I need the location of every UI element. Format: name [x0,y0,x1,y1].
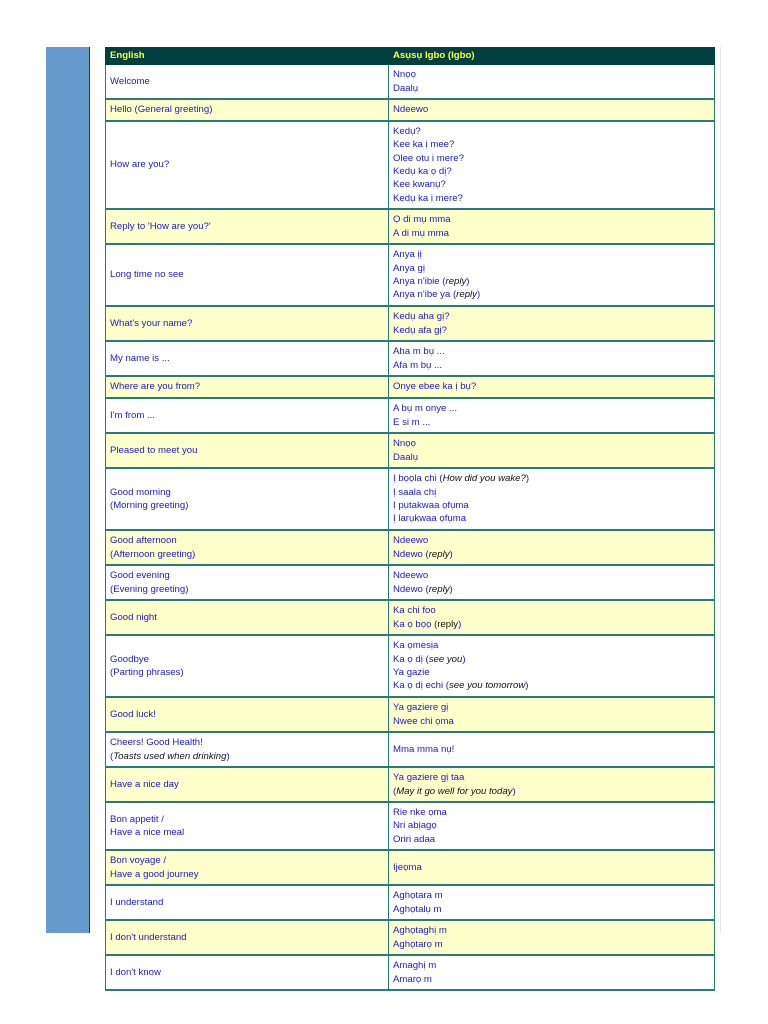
igbo-phrase-line: Ya gaziere gị taa [393,772,465,784]
english-phrase-line: My name is ... [110,352,170,364]
igbo-phrase-line: Anya ịị [393,249,422,261]
table-row [106,530,715,565]
english-phrase-cell [106,920,389,955]
english-phrase-line: Reply to 'How are you?' [110,220,211,232]
igbo-phrase-cell [389,341,715,376]
table-row [106,468,715,530]
phrase-table [105,47,715,991]
table-row [106,955,715,990]
igbo-phrase-line: Amaghị m [393,960,437,972]
igbo-phrase-line: Nnọọ [393,438,416,450]
english-phrase-cell [106,121,389,209]
igbo-phrase-line: Ka ọ bọọ (reply) [393,618,462,630]
english-phrase-line: Pleased to meet you [110,444,198,456]
igbo-phrase-cell [389,600,715,635]
igbo-phrase-line: Kedụ afa gị? [393,324,447,336]
igbo-phrase-line: Aha m bụ ... [393,346,445,358]
english-phrase-line: Good evening [110,570,170,582]
english-phrase-cell [106,565,389,600]
table-row [106,920,715,955]
igbo-phrase-line: Ka ọ dị (see you) [393,653,466,665]
english-phrase-line: How are you? [110,159,170,171]
english-phrase-line: Have a good journey [110,868,199,880]
igbo-phrase-cell [389,732,715,767]
table-row [106,802,715,850]
igbo-phrase-line: Ị saala chị [393,486,437,498]
english-phrase-line: Good night [110,611,157,623]
igbo-phrase-line: Ka ọmesịa [393,640,439,652]
english-phrase-cell [106,955,389,990]
igbo-phrase-line: Ndewo (reply) [393,583,453,595]
igbo-phrase-cell [389,376,715,398]
table-row [106,697,715,732]
igbo-phrase-cell [389,635,715,697]
english-phrase-line: Bon appetit / [110,813,164,825]
table-row [106,341,715,376]
table-row [106,767,715,802]
igbo-phrase-line: Ka ọ dị echi (see you tomorrow) [393,680,529,692]
igbo-phrase-line: Ka chi foo [393,605,436,617]
english-phrase-line: Cheers! Good Health! [110,737,203,749]
table-row [106,306,715,341]
phrase-table-body [106,65,715,991]
igbo-phrase-line: Kedụ ka ọ dị? [393,166,452,177]
english-phrase-cell [106,433,389,468]
table-row [106,635,715,697]
english-phrase-cell [106,398,389,433]
page-right-border [720,47,721,933]
igbo-phrase-cell [389,850,715,885]
english-phrase-line: Hello (General greeting) [110,104,213,116]
igbo-phrase-cell [389,565,715,600]
igbo-phrase-line: Kedụ aha gị? [393,311,450,323]
table-row [106,732,715,767]
igbo-phrase-cell [389,468,715,530]
table-row [106,850,715,885]
igbo-phrase-line: Kee ka ị mee? [393,139,455,151]
english-phrase-cell [106,209,389,244]
igbo-phrase-line: Ndeewo [393,535,429,547]
igbo-phrase-line: E si m ... [393,416,431,428]
igbo-phrase-line: Ọ di mụ mma [393,214,451,226]
table-row [106,244,715,306]
table-row [106,398,715,433]
english-phrase-line: (Evening greeting) [110,583,189,595]
english-phrase-cell [106,885,389,920]
igbo-phrase-cell [389,65,715,100]
sidebar-divider [89,47,90,933]
igbo-phrase-cell [389,885,715,920]
igbo-phrase-cell [389,306,715,341]
igbo-phrase-cell [389,920,715,955]
igbo-phrase-line: Aghọtaghị m [393,925,447,937]
english-phrase-line: I don't understand [110,931,187,943]
igbo-phrase-line: Onye ebee ka ị bụ? [393,381,477,393]
igbo-phrase-line: Afa m bụ ... [393,359,443,371]
igbo-phrase-line: Kedụ? [393,126,421,138]
igbo-phrase-line: Aghọtalụ m [393,903,442,915]
igbo-phrase-cell [389,697,715,732]
english-phrase-cell [106,376,389,398]
english-phrase-line: What's your name? [110,317,193,329]
igbo-phrase-line: Nwee chi ọma [393,715,454,727]
table-row [106,65,715,100]
igbo-phrase-line: Daalụ [393,451,419,463]
table-row [106,376,715,398]
english-phrase-line: Have a nice day [110,778,179,790]
igbo-phrase-line: (May it go well for you today) [393,785,516,797]
igbo-phrase-line: Nnọọ [393,69,416,81]
igbo-phrase-line: Amarọ m [393,973,432,985]
igbo-phrase-line: Nri abịagọ [393,820,437,832]
igbo-phrase-line: Kedụ ka ị mere? [393,192,463,204]
igbo-phrase-line: Anya gị [393,262,425,274]
igbo-phrase-cell [389,530,715,565]
table-row [106,99,715,121]
english-phrase-line: Good morning [110,486,171,498]
igbo-phrase-line: A bụ m onye ... [393,403,457,415]
igbo-phrase-line: Ị pụtakwaa ọfụma [393,500,469,511]
igbo-phrase-line: Ya gazie [393,667,430,678]
english-phrase-line: I understand [110,896,164,908]
table-row [106,121,715,209]
english-phrase-line: (Morning greeting) [110,500,189,511]
english-phrase-cell [106,850,389,885]
igbo-phrase-cell [389,433,715,468]
english-phrase-cell [106,635,389,697]
igbo-phrase-cell [389,955,715,990]
igbo-phrase-cell [389,244,715,306]
igbo-phrase-line: Aghọtara m [393,890,443,902]
table-header-row [106,48,715,65]
english-phrase-cell [106,767,389,802]
igbo-phrase-line: Daalụ [393,82,419,94]
english-phrase-cell [106,468,389,530]
english-phrase-cell [106,99,389,121]
igbo-phrase-cell [389,398,715,433]
table-row [106,209,715,244]
english-phrase-line: Long time no see [110,269,184,281]
table-row [106,600,715,635]
header-igbo: Asụsụ Igbo (Igbo) [389,48,715,65]
igbo-phrase-line: Ị bọọla chi (How did you wake?) [393,473,530,485]
english-phrase-cell [106,244,389,306]
english-phrase-line: Goodbye [110,653,149,665]
igbo-phrase-line: Ya gaziere gị [393,702,449,714]
igbo-phrase-line: Rie nke ọma [393,807,447,819]
igbo-phrase-line: Ndeewo [393,104,429,116]
english-phrase-line: (Toasts used when drinking) [110,750,230,762]
english-phrase-line: Good afternoon [110,535,177,547]
igbo-phrase-cell [389,99,715,121]
igbo-phrase-line: Ijeọma [393,861,422,873]
english-phrase-line: Where are you from? [110,381,201,393]
table-row [106,565,715,600]
english-phrase-line: Bon voyage / [110,855,167,867]
english-phrase-cell [106,530,389,565]
igbo-phrase-line: Mma mma nụ! [393,743,455,755]
igbo-phrase-cell [389,767,715,802]
english-phrase-cell [106,732,389,767]
igbo-phrase-line: Ndeewo [393,570,429,582]
table-row [106,885,715,920]
english-phrase-line: I don't know [110,966,161,978]
igbo-phrase-line: Ndewo (reply) [393,548,453,560]
igbo-phrase-line: Aghọtarọ m [393,938,443,950]
english-phrase-line: I'm from ... [110,409,156,421]
english-phrase-line: Welcome [110,75,150,87]
english-phrase-cell [106,697,389,732]
english-phrase-line: (Afternoon greeting) [110,548,196,560]
igbo-phrase-line: Ị larụkwaa ọfụma [393,513,467,525]
igbo-phrase-line: Kee kwanụ? [393,179,446,191]
igbo-phrase-cell [389,209,715,244]
igbo-phrase-cell [389,121,715,209]
english-phrase-cell [106,306,389,341]
english-phrase-cell [106,600,389,635]
igbo-phrase-line: Anya n'ibe ya (reply) [393,289,481,301]
igbo-phrase-line: A di mụ mma [393,227,449,239]
igbo-phrase-line: Anya n'ibie (reply) [393,276,470,287]
igbo-phrase-line: Oriri adaa [393,833,436,845]
igbo-phrase-line: Olee otu i mere? [393,152,464,164]
english-phrase-cell [106,65,389,100]
header-english: English [106,48,389,65]
english-phrase-line: Have a nice meal [110,827,185,838]
page-sidebar [46,47,89,933]
table-row [106,433,715,468]
english-phrase-cell [106,341,389,376]
english-phrase-cell [106,802,389,850]
english-phrase-line: (Parting phrases) [110,667,184,678]
igbo-phrase-cell [389,802,715,850]
english-phrase-line: Good luck! [110,708,156,720]
